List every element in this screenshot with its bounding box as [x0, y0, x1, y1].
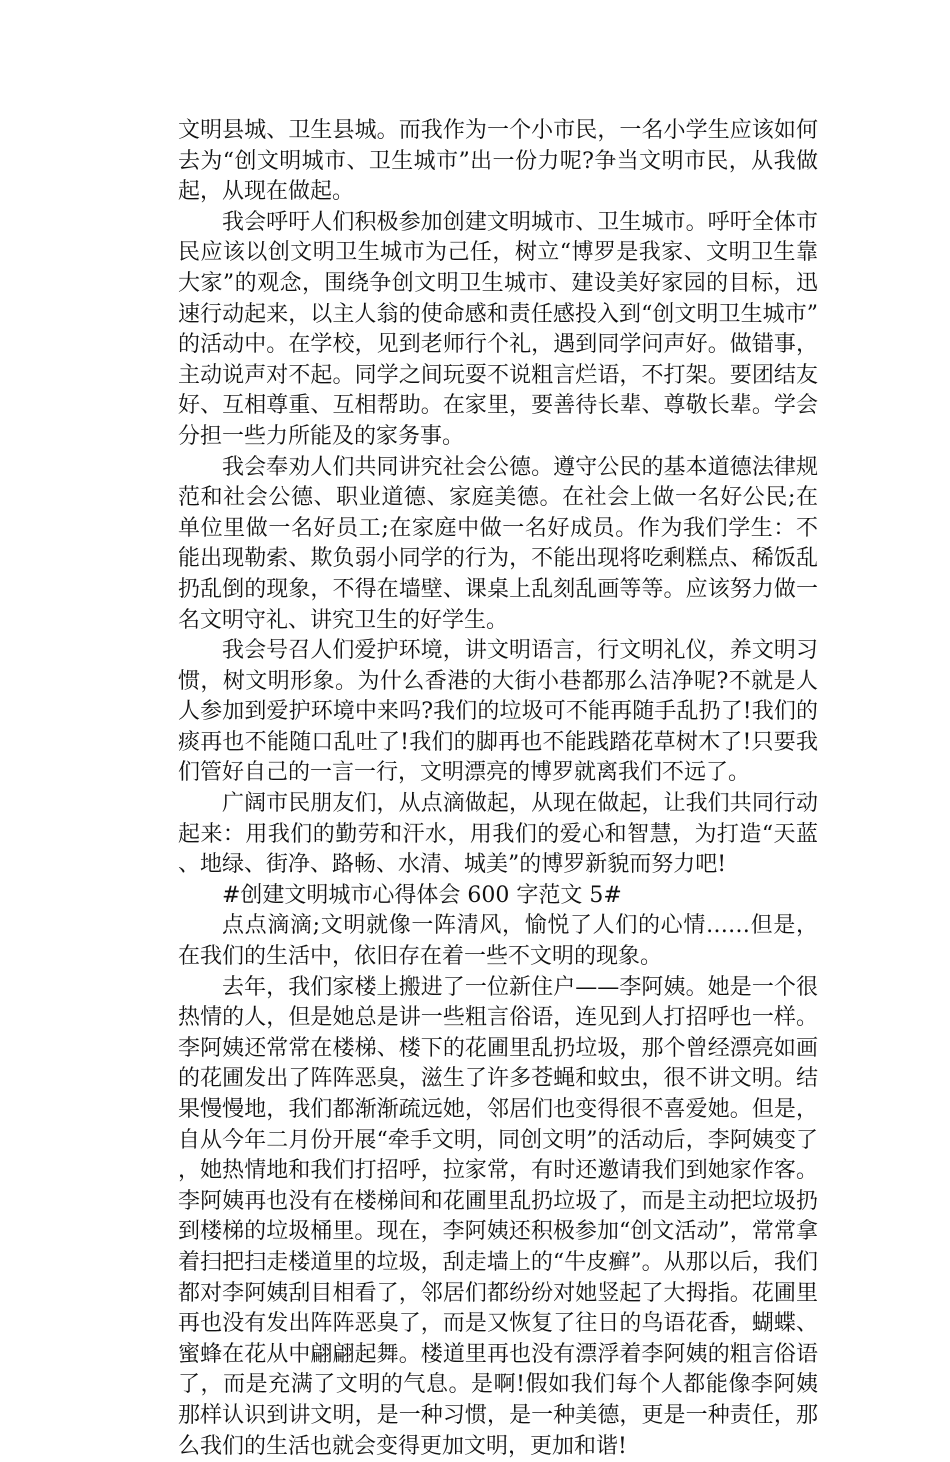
paragraph-call-to-action: 广阔市民朋友们，从点滴做起，从现在做起，让我们共同行动起来：用我们的勤劳和汗水，用我们的爱心和智慧，为打造“天蓝、地绿、街净、路畅、水清、城美”的博罗新貌而努力吧! — [178, 791, 818, 878]
paragraph-appeal: 我会呼吁人们积极参加创建文明城市、卫生城市。呼吁全体市民应该以创文明卫生城市为己任，树立“博罗是我家、文明卫生靠大家”的观念，围绕争创文明卫生城市、建设美好家园的目标，迅速行动起来，以主人翁的使命感和责任感投入到“创文明卫生城市”的活动中。在学校，见到老师行个礼，遇到同学问声好。做错事，主动说声对不起。同学之间玩耍不说粗言烂语，不打架。要团结友好、互相尊重、互相帮助。在家里，要善待长辈、尊敬长辈。学会分担一些力所能及的家务事。 — [178, 209, 818, 449]
paragraph-essay5-story: 去年，我们家楼上搬进了一位新住户——李阿姨。她是一个很热情的人，但是她总是讲一些粗言俗语，连见到人打招呼也一样。李阿姨还常常在楼梯、楼下的花圃里乱扔垃圾，那个曾经漂亮如画的花圃发出了阵阵恶臭，滋生了许多苍蝇和蚊虫，很不讲文明。结果慢慢地，我们都渐渐疏远她，邻居们也变得很不喜爱她。但是，自从今年二月份开展“牵手文明，同创文明”的活动后，李阿姨变了，她热情地和我们打招呼，拉家常，有时还邀请我们到她家作客。李阿姨再也没有在楼梯间和花圃里乱扔垃圾了，而是主动把垃圾扔到楼梯的垃圾桶里。现在，李阿姨还积极参加“创文活动”，常常拿着扫把扫走楼道里的垃圾，刮走墙上的“牛皮癣”。从那以后，我们都对李阿姨刮目相看了，邻居们都纷纷对她竖起了大拇指。花圃里再也没有发出阵阵恶臭了，而是又恢复了往日的鸟语花香，蝴蝶、蜜蜂在花从中翩翩起舞。楼道里再也没有漂浮着李阿姨的粗言俗语了，而是充满了文明的气息。是啊!假如我们每个人都能像李阿姨那样认识到讲文明，是一种习惯，是一种美德，更是一种责任，那么我们的生活也就会变得更加文明，更加和谐! — [178, 974, 818, 1459]
paragraph-environment: 我会号召人们爱护环境，讲文明语言，行文明礼仪，养文明习惯，树文明形象。为什么香港的大街小巷都那么洁净呢?不就是人人参加到爱护环境中来吗?我们的垃圾可不能再随手乱扔了!我们的痰再也不能随口乱吐了!我们的脚再也不能践踏花草树木了!只要我们管好自己的一言一行，文明漂亮的博罗就离我们不远了。 — [178, 638, 818, 786]
document-page — [178, 116, 818, 1462]
paragraph-essay5-intro: 点点滴滴;文明就像一阵清风，愉悦了人们的心情……但是，在我们的生活中，依旧存在着一些不文明的现象。 — [178, 913, 818, 970]
section-heading: #创建文明城市心得体会 600 字范文 5# — [222, 882, 622, 908]
paragraph-intro-continuation: 文明县城、卫生县城。而我作为一个小市民，一名小学生应该如何去为“创文明城市、卫生城市”出一份力呢?争当文明市民，从我做起，从现在做起。 — [178, 118, 818, 205]
paragraph-social-morality: 我会奉劝人们共同讲究社会公德。遵守公民的基本道德法律规范和社会公德、职业道德、家庭美德。在社会上做一名好公民;在单位里做一名好员工;在家庭中做一名好成员。作为我们学生：不能出现勒索、欺负弱小同学的行为，不能出现将吃剩糕点、稀饭乱扔乱倒的现象，不得在墙壁、课桌上乱刻乱画等等。应该努力做一名文明守礼、讲究卫生的好学生。 — [178, 454, 818, 633]
